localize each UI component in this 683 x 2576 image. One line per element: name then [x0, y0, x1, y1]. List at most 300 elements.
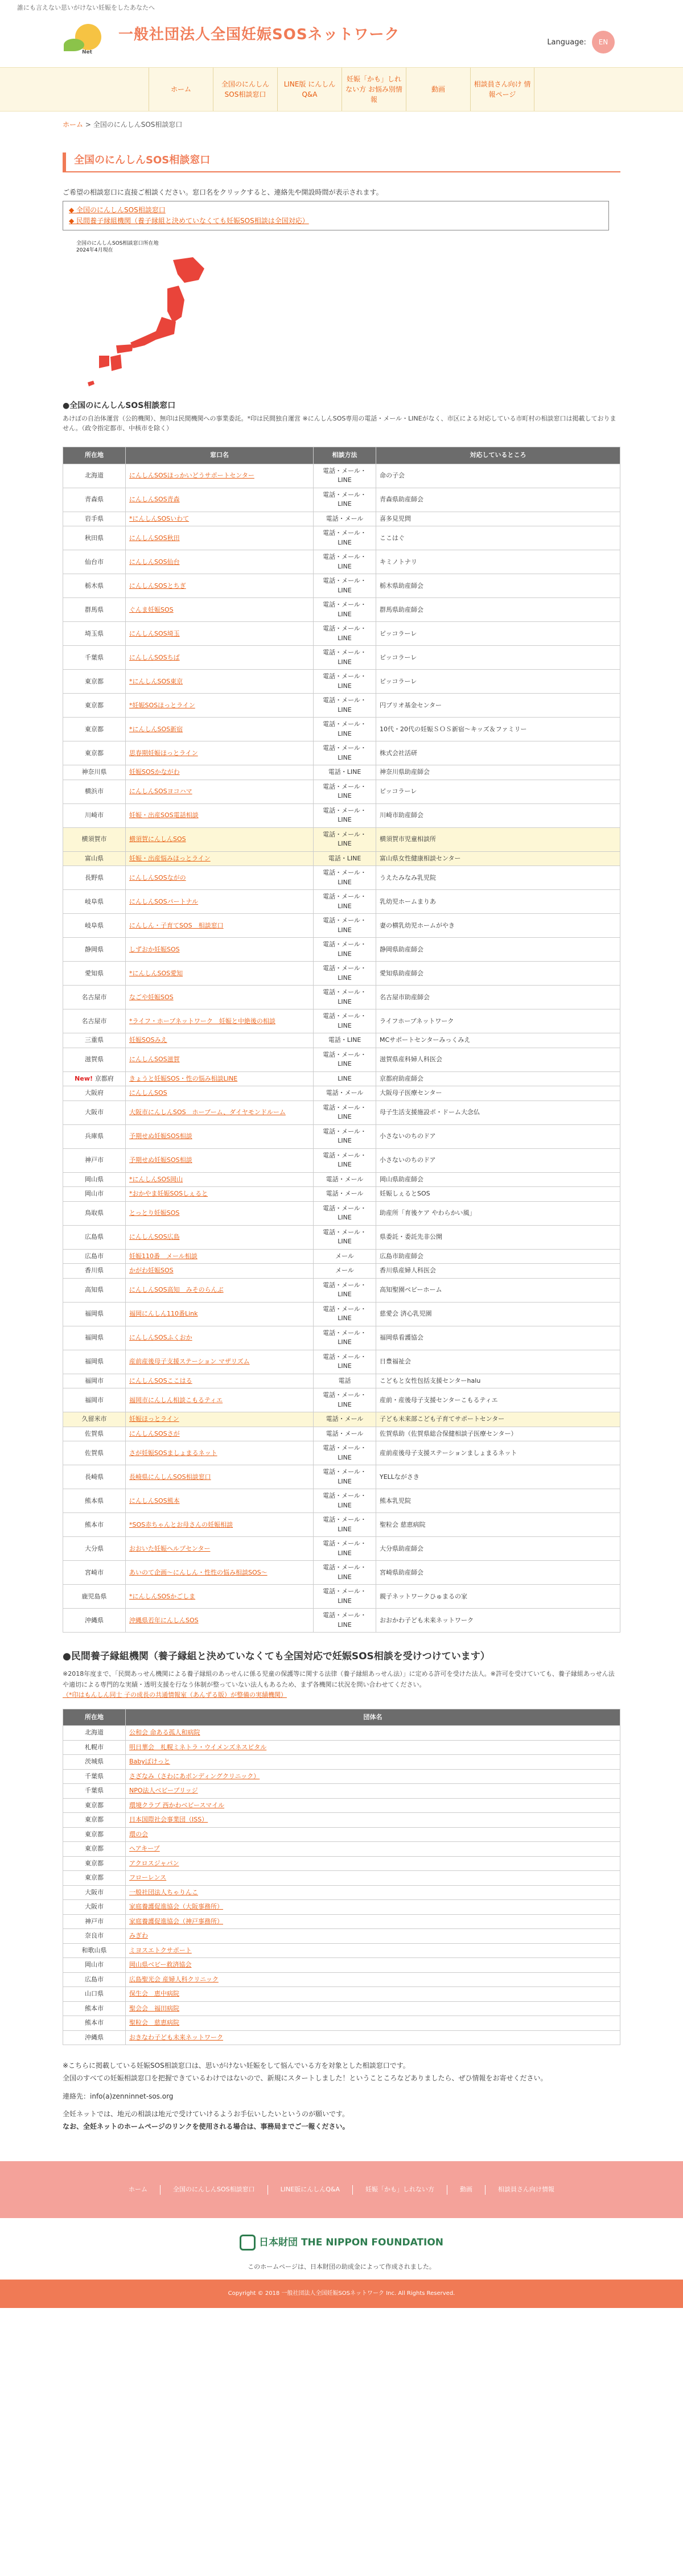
window-link[interactable]: 思春期妊娠ほっとライン [129, 749, 198, 757]
agency-link[interactable]: 公和会 命ある孤人和病院 [129, 1729, 200, 1737]
cell-method: 電話・メール・LINE [314, 1537, 376, 1561]
window-link[interactable]: にんしんSOS熊本 [129, 1497, 180, 1505]
window-link[interactable]: しずおか妊娠SOS [129, 945, 180, 953]
cell-method: 電話・メール・LINE [314, 803, 376, 827]
agency-link[interactable]: 広島聖光会 産婦人科クリニック [129, 1975, 219, 1983]
window-link[interactable]: 横須賀にんしんSOS [129, 835, 186, 843]
cell-location: 長崎県 [63, 1465, 126, 1489]
cell-location: 東京都 [63, 1871, 126, 1886]
cell-method: 電話・メール・LINE [314, 890, 376, 914]
cell-location: 仙台市 [63, 550, 126, 574]
cell-window-name [126, 1302, 314, 1326]
fund-jp: 日本財団 [258, 2236, 298, 2248]
cell-method: 電話・メール [314, 512, 376, 526]
table-row [63, 1885, 620, 1900]
window-link[interactable]: とっとり妊娠SOS [129, 1209, 180, 1217]
cell-handler: 栃木県助産師会 [376, 574, 620, 598]
window-link[interactable]: 福岡にんしん110番Link [129, 1310, 198, 1318]
footer-nav-sos[interactable]: 全国のにんしんSOS相談窓口 [160, 2185, 268, 2195]
cell-handler: 熊本乳児院 [376, 1489, 620, 1513]
table-row [63, 646, 620, 670]
table-row [63, 1740, 620, 1755]
cell-agency [126, 1740, 620, 1755]
window-link[interactable]: にんしんSOSさが [129, 1429, 180, 1437]
cell-location: 滋賀県 [63, 1048, 126, 1071]
cell-method: 電話・メール・LINE [314, 464, 376, 488]
cell-location: 大分県 [63, 1537, 126, 1561]
header [0, 19, 683, 67]
cell-agency [126, 1827, 620, 1842]
cell-window-name [126, 890, 314, 914]
cell-location: 広島市 [63, 1249, 126, 1264]
cell-method: 電話・メール・LINE [314, 741, 376, 765]
map-title: 全国のにんしんSOS相談窓口所在地 [76, 241, 159, 247]
agency-link[interactable]: さざなみ（さわにあポンディングクリニック） [129, 1772, 260, 1780]
nav-line-qa[interactable]: LINE版 にんしんQ&A [277, 68, 342, 111]
cell-agency [126, 1987, 620, 2002]
cell-window-name [126, 1585, 314, 1609]
cell-handler: 名古屋市助産師会 [376, 986, 620, 1009]
window-link[interactable]: にんしんSOSパートナル [129, 897, 199, 905]
cell-method: 電話・メール・LINE [314, 1225, 376, 1249]
cell-location: 佐賀県 [63, 1427, 126, 1441]
cell-location: 横須賀市 [63, 827, 126, 851]
table-row [63, 1412, 620, 1427]
cell-location: 東京都 [63, 741, 126, 765]
cell-handler: 岡山県助産師会 [376, 1172, 620, 1187]
cell-handler: 10代・20代の妊娠ＳＯＳ新宿～キッズ＆ファミリー [376, 718, 620, 741]
window-link[interactable]: 福岡市にんしん相談こもるティエ [129, 1396, 223, 1404]
table-row [63, 1465, 620, 1489]
window-link[interactable]: なごや妊娠SOS [129, 993, 174, 1001]
section2-note-link[interactable]: （*印はもんしん同士 子の成長の共通情報室（あんずる版）が整備の実績機関） [63, 1691, 287, 1699]
table-row [63, 851, 620, 866]
table-row [63, 1585, 620, 1609]
cell-handler: 妊娠しぇるとSOS [376, 1187, 620, 1202]
cell-location: 三重県 [63, 1033, 126, 1048]
agency-link[interactable]: 家庭養護促進協会（神戸事務所） [129, 1917, 223, 1925]
nav-counselors[interactable]: 相談員さん向け 情報ページ [470, 68, 534, 111]
cell-handler: 日豊福祉会 [376, 1350, 620, 1374]
cell-location: 熊本市 [63, 2016, 126, 2031]
cell-method: 電話・メール・LINE [314, 622, 376, 646]
agency-link[interactable]: フローレンス [129, 1874, 167, 1882]
cell-agency [126, 1929, 620, 1944]
table-row [63, 694, 620, 718]
table-row [63, 1561, 620, 1585]
table-row [63, 1900, 620, 1915]
window-link[interactable]: きょうと妊娠SOS・性の悩み相談LINE [129, 1074, 238, 1082]
window-link[interactable]: *妊娠SOSほっとライン [129, 701, 195, 709]
cell-location: 福岡県 [63, 1302, 126, 1326]
window-link[interactable]: 予期せぬ妊娠SOS相談 [129, 1132, 192, 1140]
cell-window-name [126, 718, 314, 741]
window-link[interactable]: にんしんSOSちば [129, 653, 180, 661]
cell-method: 電話・メール・LINE [314, 1326, 376, 1350]
window-link[interactable]: 妊娠SOSみえ [129, 1036, 167, 1044]
cell-handler: 静岡県助産師会 [376, 938, 620, 962]
cell-handler: 横須賀市児童相談所 [376, 827, 620, 851]
cell-window-name [126, 1201, 314, 1225]
th-handler: 対応しているところ [376, 447, 620, 464]
cell-handler: 小さないのちのドア [376, 1124, 620, 1148]
agency-link[interactable]: 環の会 [129, 1830, 148, 1838]
cell-location: 熊本県 [63, 1489, 126, 1513]
window-link[interactable]: にんしんSOSふくおか [129, 1334, 192, 1342]
window-link[interactable]: *にんしんSOS岡山 [129, 1175, 183, 1183]
cell-location: 神奈川県 [63, 765, 126, 780]
cell-agency [126, 1943, 620, 1958]
cell-location: 川崎市 [63, 803, 126, 827]
cell-method: 電話・メール・LINE [314, 550, 376, 574]
cell-handler: ここはぐ [376, 526, 620, 550]
table-row [63, 1071, 620, 1086]
table-row [63, 1148, 620, 1172]
agency-link[interactable]: みぎわ [129, 1932, 148, 1940]
cell-method: 電話・メール・LINE [314, 1388, 376, 1412]
table-row [63, 1871, 620, 1886]
window-link[interactable]: にんしんSOSヨコハマ [129, 788, 192, 796]
logo[interactable] [63, 19, 114, 65]
agency-link[interactable]: 保生会 恵中病院 [129, 1990, 179, 1998]
cell-method: 電話・メール・LINE [314, 646, 376, 670]
cell-agency [126, 1972, 620, 1987]
table-row [63, 1009, 620, 1033]
window-link[interactable]: *にんしんSOSかごしま [129, 1592, 196, 1600]
table-row [63, 780, 620, 803]
cell-location: 大阪市 [63, 1900, 126, 1915]
cell-handler: 株式会社活研 [376, 741, 620, 765]
cell-method: メール [314, 1249, 376, 1264]
cell-handler: うえたみなみ乳児院 [376, 866, 620, 890]
window-link[interactable]: *にんしんSOS愛知 [129, 969, 183, 977]
cell-handler: 宮崎県助産師会 [376, 1561, 620, 1585]
agency-link[interactable]: NPO法人ベビーブリッジ [129, 1787, 198, 1795]
footer-nav-line[interactable]: LINE版にんしんQ&A [268, 2185, 352, 2195]
table-row [63, 622, 620, 646]
window-link[interactable]: 妊娠・出産SOS電話相談 [129, 811, 199, 819]
cell-window-name [126, 1537, 314, 1561]
cell-window-name [126, 1249, 314, 1264]
cell-location: 熊本市 [63, 2001, 126, 2016]
cell-location: 佐賀県 [63, 1441, 126, 1465]
agency-link[interactable]: 環境クラブ 西かわベビースマイル [129, 1801, 225, 1809]
main-content [63, 130, 620, 2133]
page-title: 全国のにんしんSOS相談窓口 [63, 153, 620, 172]
cell-location: New! 京都府 [63, 1071, 126, 1086]
table-row [63, 1958, 620, 1973]
agency-link[interactable]: 日本国際社会事業団（ISS） [129, 1816, 208, 1824]
table-row [63, 1388, 620, 1412]
cell-window-name [126, 1412, 314, 1427]
cell-method: 電話・メール・LINE [314, 670, 376, 694]
window-link[interactable]: にんしんSOSとちぎ [129, 582, 186, 590]
window-link[interactable]: 沖縄県若年にんしんSOS [129, 1616, 199, 1624]
table-row [63, 1264, 620, 1279]
logo-text: Net [82, 50, 92, 55]
cell-location: 東京都 [63, 1842, 126, 1857]
cell-location: 宮崎市 [63, 1561, 126, 1585]
window-link[interactable]: おおいた妊娠ヘルプセンター [129, 1544, 211, 1552]
agency-link[interactable]: おきなわ子ども未来ネットワーク [129, 2033, 223, 2041]
site-title[interactable]: 一般社団法人全国妊娠SOSネットワーク [118, 26, 400, 43]
cell-handler: 群馬県助産師会 [376, 598, 620, 622]
footer-nav-counselors[interactable]: 相談員さん向け情報 [485, 2185, 567, 2195]
footer-nav-maybe[interactable]: 妊娠「かも」しれない方 [352, 2185, 447, 2195]
cell-window-name [126, 780, 314, 803]
nav-sos-windows[interactable]: 全国のにんしん SOS相談窓口 [213, 68, 277, 111]
cell-agency [126, 1914, 620, 1929]
cell-location: 大阪市 [63, 1885, 126, 1900]
table-row [63, 1856, 620, 1871]
window-link[interactable]: にんしんSOSほっかいどうサポートセンター [129, 472, 254, 480]
cell-window-name [126, 526, 314, 550]
window-link[interactable]: 妊娠ほっとライン [129, 1415, 179, 1423]
cell-location: 岡山市 [63, 1958, 126, 1973]
window-link[interactable]: にんしんSOS [129, 1089, 167, 1097]
cell-window-name [126, 1071, 314, 1086]
window-link[interactable]: にんしんSOS高知 みそのらんぶ [129, 1286, 224, 1294]
cell-window-name [126, 1048, 314, 1071]
cell-method: 電話・メール・LINE [314, 827, 376, 851]
table-row [63, 803, 620, 827]
cell-handler: 高知聖園ベビーホーム [376, 1278, 620, 1302]
nav-videos[interactable]: 動画 [406, 68, 470, 111]
table-row [63, 1914, 620, 1929]
language-button[interactable]: EN [592, 31, 615, 53]
window-link[interactable]: 大阪市にんしんSOS ホーブーム、ダイヤモンドルーム [129, 1108, 286, 1116]
cell-handler: おおかわ子ども未来ネットワーク [376, 1609, 620, 1633]
cell-handler: 神奈川県助産師会 [376, 765, 620, 780]
cell-location: 沖縄県 [63, 2030, 126, 2045]
window-link[interactable]: にんしんSOS埼玉 [129, 629, 180, 637]
agency-link[interactable]: 聖粒会 慈恵病院 [129, 2019, 179, 2027]
cell-location: 北海道 [63, 464, 126, 488]
window-link[interactable]: あいのて企画～にんしん・性性の悩み相談SOS～ [129, 1568, 268, 1576]
cell-agency [126, 1726, 620, 1741]
table-row [63, 1374, 620, 1388]
window-link[interactable]: *おかやま妊娠SOSしぇると [129, 1190, 208, 1198]
window-link[interactable]: にんしんSOS滋賀 [129, 1056, 180, 1064]
cell-location: 山口県 [63, 1987, 126, 2002]
cell-window-name [126, 1278, 314, 1302]
window-link[interactable]: *にんしんSOSいわて [129, 514, 190, 522]
cell-handler: 香川県産婦人科医会 [376, 1264, 620, 1279]
cell-handler: 妻の横乳幼児ホームがやき [376, 914, 620, 938]
window-link[interactable]: *SOS赤ちゃんとお母さんの妊娠相談 [129, 1520, 233, 1528]
table-row [63, 1972, 620, 1987]
cell-handler: YELLながさき [376, 1465, 620, 1489]
cell-handler: ピッコラーレ [376, 646, 620, 670]
window-link[interactable]: 産前産後母子支援ステーション マザリズム [129, 1358, 250, 1366]
table-row [63, 464, 620, 488]
cell-window-name [126, 1513, 314, 1537]
cell-agency [126, 1769, 620, 1784]
cell-window-name [126, 464, 314, 488]
agency-link[interactable]: 一般社団法人ちゃりんこ [129, 1888, 198, 1896]
cell-handler: 福岡県看護協会 [376, 1326, 620, 1350]
window-link[interactable]: にんしんSOS広島 [129, 1233, 180, 1241]
cell-window-name [126, 670, 314, 694]
cell-window-name [126, 1441, 314, 1465]
cell-handler: 滋賀県産科婦人科医会 [376, 1048, 620, 1071]
footer-nav-videos[interactable]: 動画 [447, 2185, 485, 2195]
th2-location: 所在地 [63, 1709, 126, 1726]
agency-link[interactable]: 岡山県ベビー救済協会 [129, 1961, 192, 1969]
window-link[interactable]: さが妊娠SOSましょまるネット [129, 1449, 217, 1457]
table-row [63, 1441, 620, 1465]
table-row [63, 1225, 620, 1249]
table-row [63, 550, 620, 574]
table-row [63, 1124, 620, 1148]
window-link[interactable]: にんしんSOS仙台 [129, 558, 180, 566]
agency-link[interactable]: ミヨスエトクサポート [129, 1946, 192, 1954]
agency-link[interactable]: Babyぽけっと [129, 1758, 170, 1766]
cell-location: 東京都 [63, 1798, 126, 1813]
cell-location: 神戸市 [63, 1914, 126, 1929]
cell-location: 埼玉県 [63, 622, 126, 646]
cell-handler: 広島市助産師会 [376, 1249, 620, 1264]
cell-window-name [126, 1086, 314, 1101]
closing-3: 全妊ネットでは、地元の相談は地元で受けていけるようお手伝いしたいというのが願いです。 [63, 2110, 349, 2118]
cell-method: LINE [314, 1071, 376, 1086]
cell-window-name [126, 1124, 314, 1148]
table-row [63, 526, 620, 550]
breadcrumb-current: 全国のにんしんSOS相談窓口 [93, 121, 183, 129]
cell-agency [126, 1842, 620, 1857]
cell-agency [126, 1900, 620, 1915]
jump-link-adoption[interactable]: ◆ 民間養子縁組機関（養子縁組と決めていなくても妊娠SOS相談は全国対応） [69, 217, 309, 225]
window-link[interactable]: 長崎県にんしんSOS相談窓口 [129, 1473, 211, 1481]
window-link[interactable]: 妊娠SOSかながわ [129, 768, 180, 776]
window-link[interactable]: *にんしんSOS東京 [129, 677, 183, 685]
cell-handler: 乳幼児ホームまりあ [376, 890, 620, 914]
cell-window-name [126, 1172, 314, 1187]
cell-handler: 京都府助産師会 [376, 1071, 620, 1086]
breadcrumb: ホーム > 全国のにんしんSOS相談窓口 [63, 121, 183, 129]
cell-handler: 子ども未来部こども子育てサポートセンター [376, 1412, 620, 1427]
agency-link[interactable]: 家庭養護促進協会（大阪事務所） [129, 1903, 223, 1911]
nav-maybe-pregnant[interactable]: 妊娠「かも」しれ ない方 お悩み別情報 [342, 68, 406, 111]
window-link[interactable]: にんしんSOS秋田 [129, 534, 180, 542]
cell-agency [126, 1958, 620, 1973]
window-link[interactable]: 予期せぬ妊娠SOS相談 [129, 1156, 192, 1164]
cell-handler: 川崎市助産師会 [376, 803, 620, 827]
cell-method: 電話・LINE [314, 1033, 376, 1048]
copyright: Copyright © 2018 一般社団法人全国妊娠SOSネットワーク Inc. All Rights Reserved. [0, 2280, 683, 2308]
agency-link[interactable]: 明日華会 札幌ミネトラ・ウイメンズネスピタル [129, 1743, 267, 1751]
cell-window-name [126, 694, 314, 718]
cell-window-name [126, 765, 314, 780]
japan-map-graphic [76, 254, 219, 391]
table-row [63, 741, 620, 765]
cell-window-name [126, 646, 314, 670]
cell-method: 電話・メール・LINE [314, 938, 376, 962]
table-row [63, 1086, 620, 1101]
cell-location: 愛知県 [63, 962, 126, 986]
table-row [63, 1187, 620, 1202]
window-link[interactable]: 妊娠110番 メール相談 [129, 1252, 198, 1260]
footer-nav-home[interactable]: ホーム [129, 2186, 148, 2194]
cell-location: 熊本市 [63, 1513, 126, 1537]
nippon-foundation[interactable] [0, 2218, 683, 2267]
window-link[interactable]: かがわ妊娠SOS [129, 1267, 174, 1275]
cell-method: 電話・メール・LINE [314, 1048, 376, 1071]
cell-handler: 大阪母子医療センター [376, 1086, 620, 1101]
table-row [63, 1987, 620, 2002]
jump-link-sos[interactable]: ◆ 全国のにんしんSOS相談窓口 [69, 206, 166, 214]
cell-location: 広島市 [63, 1972, 126, 1987]
window-link[interactable]: にんしん・子育てSOS 相談窓口 [129, 921, 224, 929]
section2-note [63, 1669, 620, 1701]
cell-method: 電話・メール [314, 1086, 376, 1101]
cell-handler: キミノトナリ [376, 550, 620, 574]
cell-window-name [126, 962, 314, 986]
table-row [63, 1048, 620, 1071]
cell-location: 東京都 [63, 694, 126, 718]
cell-handler: ライフホープネットワーク [376, 1009, 620, 1033]
cell-window-name [126, 1388, 314, 1412]
cell-location: 福岡市 [63, 1388, 126, 1412]
window-link[interactable]: にんしんSOSここはる [129, 1376, 192, 1384]
table-row [63, 765, 620, 780]
cell-location: 富山県 [63, 851, 126, 866]
cell-window-name [126, 1148, 314, 1172]
table-row [63, 1326, 620, 1350]
breadcrumb-home[interactable]: ホーム [63, 121, 84, 129]
window-link[interactable]: *にんしんSOS新宿 [129, 725, 183, 733]
table-row [63, 1513, 620, 1537]
cell-location: 奈良市 [63, 1929, 126, 1944]
cell-method: 電話・メール・LINE [314, 1101, 376, 1124]
window-link[interactable]: にんしんSOS青森 [129, 496, 180, 504]
agency-link[interactable]: 聖会会 福田病院 [129, 2004, 179, 2012]
window-link[interactable]: *ライフ・ホープネットワーク 妊娠と中絶後の相談 [129, 1017, 275, 1025]
cell-window-name [126, 1264, 314, 1279]
agency-link[interactable]: ヘアキープ [129, 1845, 160, 1853]
cell-location: 東京都 [63, 1827, 126, 1842]
closing-2: 全国のすべての妊娠相談窓口を把握できているわけではないので、新規にスタートしました！ということころなどありましたら、ぜひ情報をお寄せください。 [63, 2074, 548, 2083]
table-row [63, 1784, 620, 1799]
cell-method: 電話・メール・LINE [314, 1561, 376, 1585]
cell-handler: ピッコラーレ [376, 780, 620, 803]
cell-window-name [126, 512, 314, 526]
cell-location: 北海道 [63, 1726, 126, 1741]
nav-home[interactable]: ホーム [149, 68, 213, 111]
cell-method: 電話・メール・LINE [314, 488, 376, 512]
cell-location: 兵庫県 [63, 1124, 126, 1148]
table-row [63, 1101, 620, 1124]
cell-location: 和歌山県 [63, 1943, 126, 1958]
cell-location: 沖縄県 [63, 1609, 126, 1633]
agency-link[interactable]: アクロスジャパン [129, 1859, 179, 1867]
table-row [63, 1249, 620, 1264]
cell-location: 大阪府 [63, 1086, 126, 1101]
table-row [63, 2030, 620, 2045]
cell-method: 電話・メール [314, 1427, 376, 1441]
fund-note: このホームページは、日本財団の助成金によって作成されました。 [248, 2263, 435, 2271]
window-link[interactable]: ぐんま妊娠SOS [129, 605, 174, 613]
window-link[interactable]: 妊娠・出産悩みほっとライン [129, 854, 211, 862]
table-row [63, 512, 620, 526]
cell-window-name [126, 1350, 314, 1374]
cell-location: 東京都 [63, 1813, 126, 1828]
window-link[interactable]: にんしんSOSながの [129, 873, 186, 881]
cell-method: 電話・LINE [314, 851, 376, 866]
table-row [63, 1827, 620, 1842]
cell-window-name [126, 1609, 314, 1633]
cell-location: 岩手県 [63, 512, 126, 526]
